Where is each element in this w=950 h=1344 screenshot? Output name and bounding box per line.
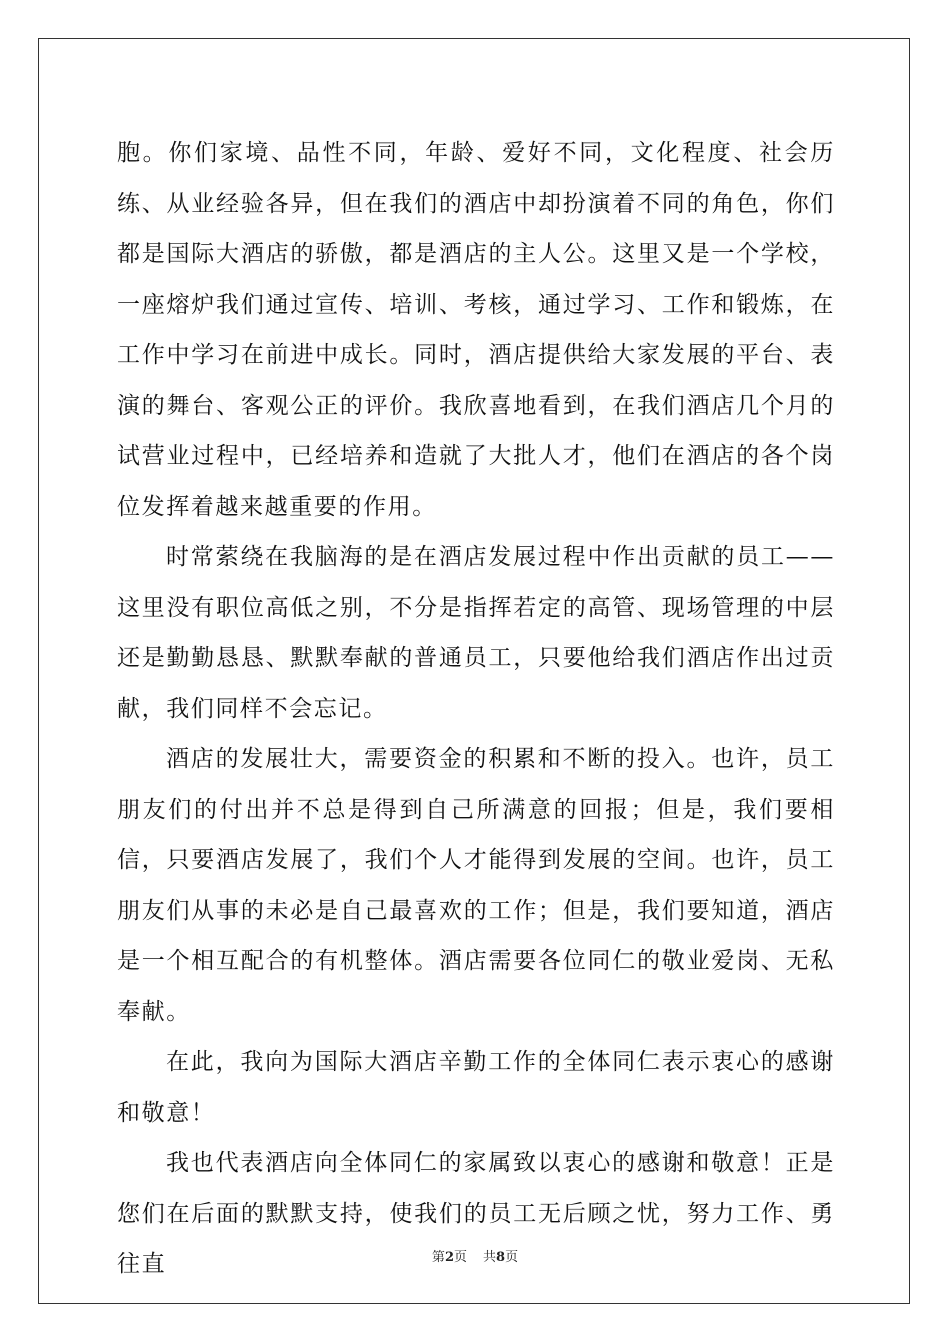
paragraph-5: 我也代表酒店向全体同仁的家属致以衷心的感谢和敬意！正是您们在后面的默默支持，使我们的员工无后顾之忧，努力工作、勇往直: [117, 1150, 835, 1277]
total-prefix: 共: [483, 1250, 497, 1265]
paragraph-4: 在此，我向为国际大酒店辛勤工作的全体同仁表示衷心的感谢和敬意！: [117, 1049, 835, 1126]
page-number: 2: [444, 1250, 454, 1265]
paragraph-3: 酒店的发展壮大，需要资金的积累和不断的投入。也许，员工朋友们的付出并不总是得到自己所满意的回报；但是，我们要相信，只要酒店发展了，我们个人才能得到发展的空间。也许，员工朋友们从事的未必是自己最喜欢的工作；但是，我们要知道，酒店是一个相互配合的有机整体。酒店需要各位同仁的敬业爱岗、无私奉献。: [117, 746, 835, 1025]
total-pages: 8: [496, 1250, 506, 1265]
page-prefix: 第: [431, 1250, 445, 1265]
paragraph-2: 时常萦绕在我脑海的是在酒店发展过程中作出贡献的员工——这里没有职位高低之别，不分是指挥若定的高管、现场管理的中层还是勤勤恳恳、默默奉献的普通员工，只要他给我们酒店作出过贡献，我们同样不会忘记。: [117, 544, 835, 722]
page-footer: [0, 1246, 950, 1265]
page-suffix: 页: [453, 1250, 467, 1265]
document-body: [117, 128, 835, 1290]
paragraph-1: 胞。你们家境、品性不同，年龄、爱好不同，文化程度、社会历练、从业经验各异，但在我们的酒店中却扮演着不同的角色，你们都是国际大酒店的骄傲，都是酒店的主人公。这里又是一个学校，一座熔炉我们通过宣传、培训、考核，通过学习、工作和锻炼，在工作中学习在前进中成长。同时，酒店提供给大家发展的平台、表演的舞台、客观公正的评价。我欣喜地看到，在我们酒店几个月的试营业过程中，已经培养和造就了大批人才，他们在酒店的各个岗位发挥着越来越重要的作用。: [117, 140, 835, 520]
total-suffix: 页: [505, 1250, 519, 1265]
